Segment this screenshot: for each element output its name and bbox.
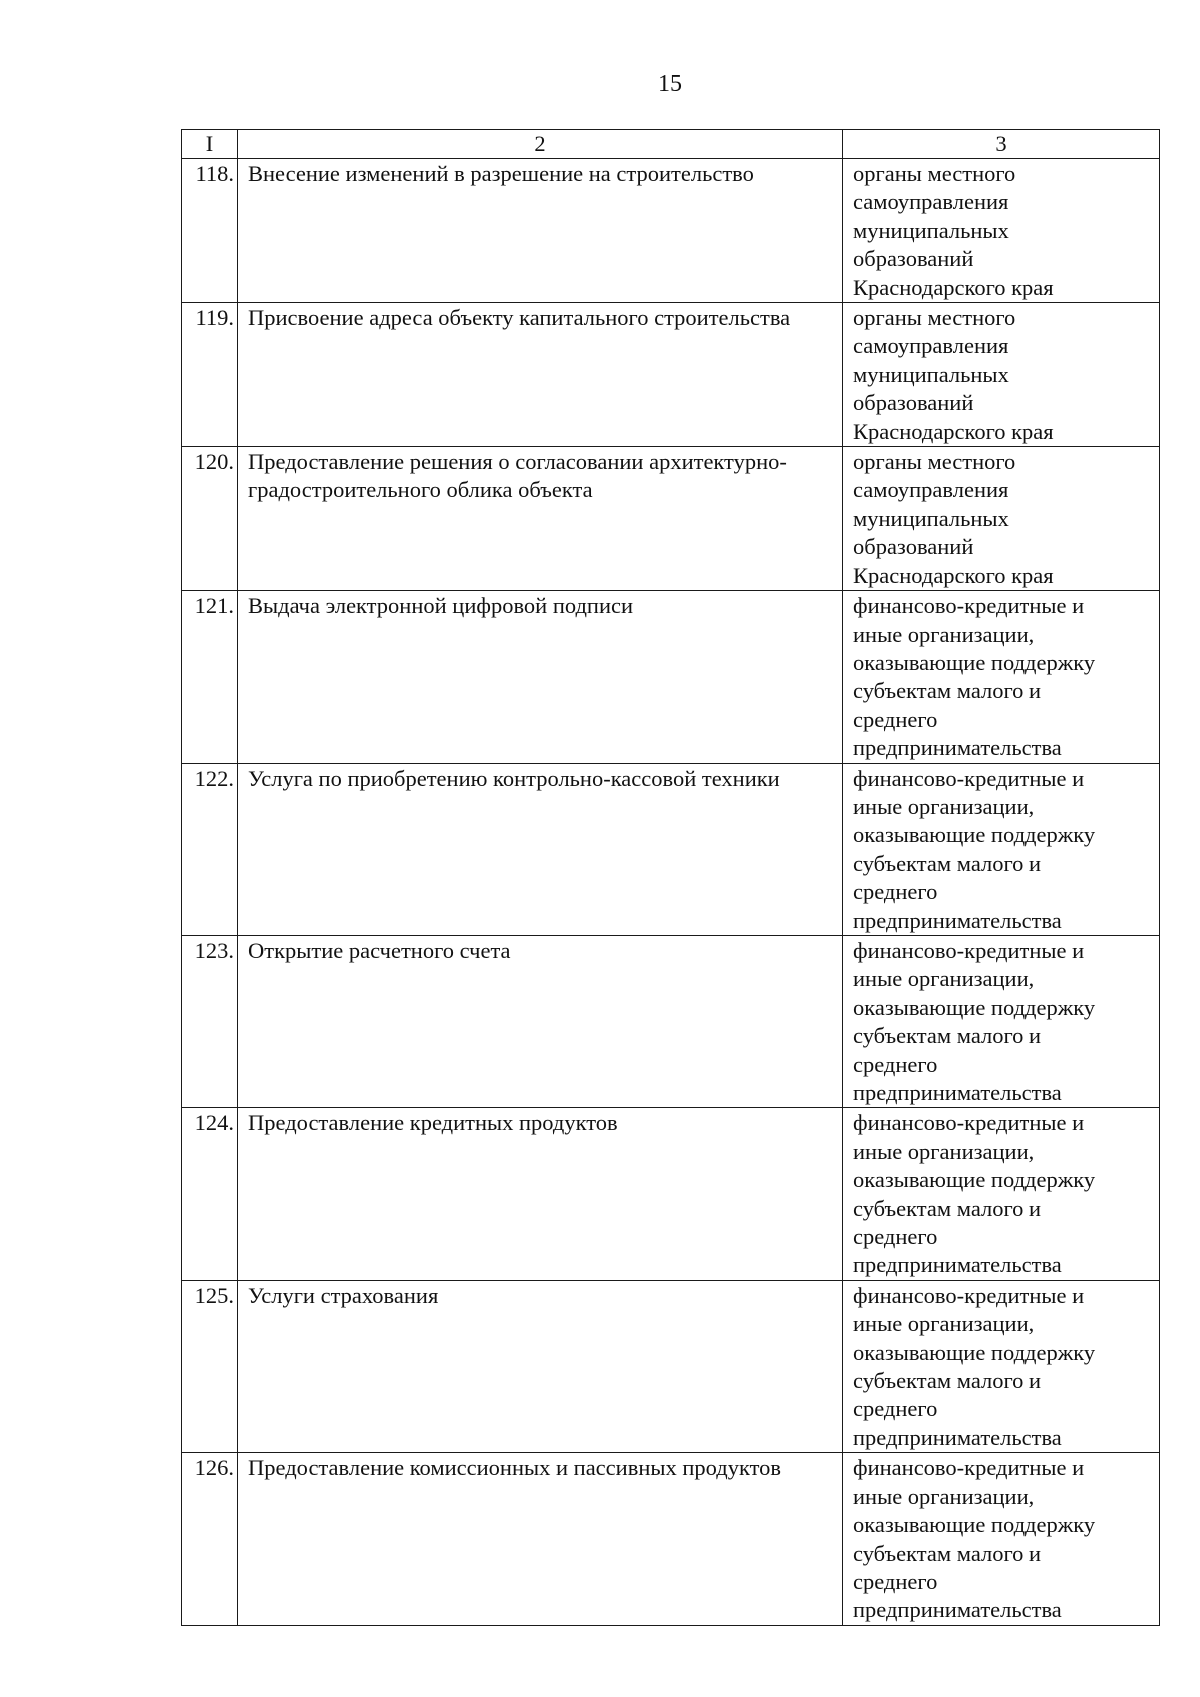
column-header-1: I xyxy=(182,130,238,159)
service-name: Услуги страхования xyxy=(238,1280,843,1452)
table-row xyxy=(182,159,1160,303)
table-row xyxy=(182,1453,1160,1625)
responsible-organization: финансово-кредитные и иные организации, оказывающие поддержку субъектам малого и среднего предпринимательства xyxy=(843,763,1160,935)
service-name: Предоставление комиссионных и пассивных продуктов xyxy=(238,1453,843,1625)
row-number: 121. xyxy=(182,591,238,763)
row-number: 118. xyxy=(182,159,238,303)
service-name: Открытие расчетного счета xyxy=(238,935,843,1107)
row-number: 126. xyxy=(182,1453,238,1625)
column-header-3: 3 xyxy=(843,130,1160,159)
table-row xyxy=(182,1108,1160,1280)
responsible-organization: финансово-кредитные и иные организации, оказывающие поддержку субъектам малого и среднего предпринимательства xyxy=(843,591,1160,763)
responsible-organization: органы местного самоуправления муниципальных образований Краснодарского края xyxy=(843,303,1160,447)
responsible-organization: органы местного самоуправления муниципальных образований Краснодарского края xyxy=(843,447,1160,591)
service-name: Услуга по приобретению контрольно-кассовой техники xyxy=(238,763,843,935)
column-header-2: 2 xyxy=(238,130,843,159)
service-name: Предоставление решения о согласовании архитектурно-градостроительного облика объекта xyxy=(238,447,843,591)
table-row xyxy=(182,591,1160,763)
service-name: Присвоение адреса объекту капитального строительства xyxy=(238,303,843,447)
table-row xyxy=(182,1280,1160,1452)
services-table xyxy=(181,129,1160,1626)
service-name: Внесение изменений в разрешение на строительство xyxy=(238,159,843,303)
responsible-organization: финансово-кредитные и иные организации, оказывающие поддержку субъектам малого и среднего предпринимательства xyxy=(843,1280,1160,1452)
table-row xyxy=(182,763,1160,935)
row-number: 119. xyxy=(182,303,238,447)
table-row xyxy=(182,447,1160,591)
responsible-organization: органы местного самоуправления муниципальных образований Краснодарского края xyxy=(843,159,1160,303)
table-row xyxy=(182,303,1160,447)
row-number: 120. xyxy=(182,447,238,591)
service-name: Выдача электронной цифровой подписи xyxy=(238,591,843,763)
responsible-organization: финансово-кредитные и иные организации, оказывающие поддержку субъектам малого и среднего предпринимательства xyxy=(843,1453,1160,1625)
responsible-organization: финансово-кредитные и иные организации, оказывающие поддержку субъектам малого и среднего предпринимательства xyxy=(843,1108,1160,1280)
service-name: Предоставление кредитных продуктов xyxy=(238,1108,843,1280)
table-row xyxy=(182,935,1160,1107)
page-number: 15 xyxy=(658,71,682,97)
row-number: 123. xyxy=(182,935,238,1107)
row-number: 122. xyxy=(182,763,238,935)
row-number: 125. xyxy=(182,1280,238,1452)
responsible-organization: финансово-кредитные и иные организации, оказывающие поддержку субъектам малого и среднего предпринимательства xyxy=(843,935,1160,1107)
row-number: 124. xyxy=(182,1108,238,1280)
table-header-row xyxy=(182,130,1160,159)
